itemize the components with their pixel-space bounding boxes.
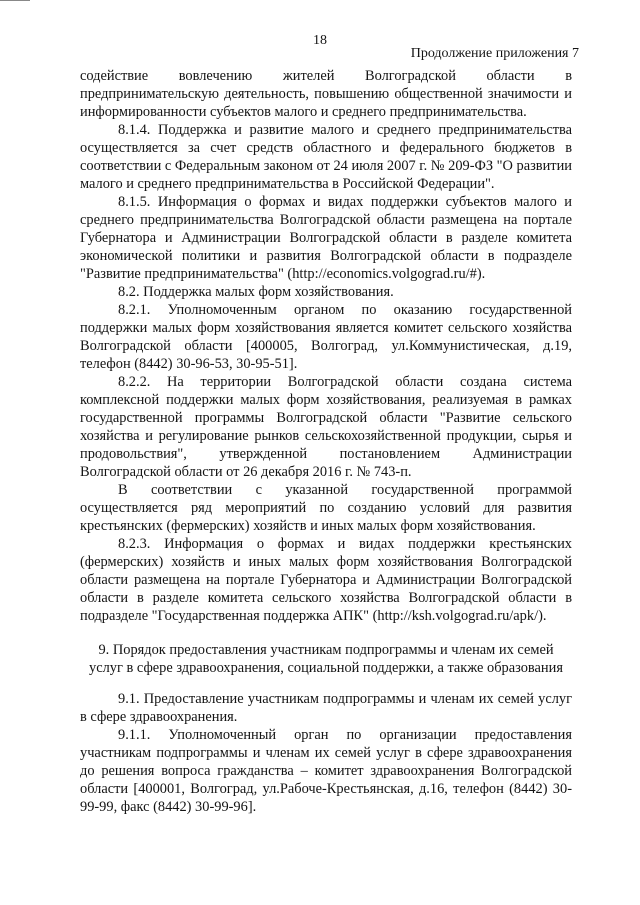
- paragraph-9-1: 9.1. Предоставление участникам подпрограммы и членам их семей услуг в сфере здравоохранения.: [80, 691, 572, 725]
- spacer: [80, 625, 572, 641]
- corner-mark: [0, 0, 30, 4]
- paragraph-8-1-3-continuation: содействие вовлечению жителей Волгоградской области в предпринимательскую деятельность, повышению общественной значимости и информированности субъектов малого и среднего предпринимательства.: [80, 68, 572, 120]
- paragraph-9-1-1: 9.1.1. Уполномоченный орган по организации предоставления участникам подпрограммы и членам их семей услуг в сфере здравоохранения до решения вопроса гражданства – комитет здравоохранения Волгоградской области [400001, Волгоград, ул.Рабоче-Крестьянская, д.16, телефон (8442) 30-99-99, факс (8442) 30-99-96].: [80, 727, 572, 815]
- paragraph-8-1-5: 8.1.5. Информация о формах и видах поддержки субъектов малого и среднего предпринимательства Волгоградской области размещена на портале Губернатора и Администрации Волгоградской области в разделе комитета экономической политики и развития Волгоградской области в подразделе "Развитие предпринимательства" (http://economics.volgograd.ru/#).: [80, 194, 572, 282]
- paragraph-program-measures: В соответствии с указанной государственной программой осуществляется ряд мероприятий по созданию условий для развития крестьянских (фермерских) хозяйств и иных малых форм хозяйствования.: [80, 482, 572, 534]
- paragraph-8-1-4: 8.1.4. Поддержка и развитие малого и среднего предпринимательства осуществляется за счет средств областного и федерального бюджетов в соответствии с Федеральным законом от 24 июля 2007 г. № 209-ФЗ "О развитии малого и среднего предпринимательства в Российской Федерации".: [80, 122, 572, 192]
- paragraph-8-2-3: 8.2.3. Информация о формах и видах поддержки крестьянских (фермерских) хозяйств и иных малых форм хозяйствования Волгоградской области размещена на портале Губернатора и Администрации Волгоградской области в разделе комитета сельского хозяйства Волгоградской области в подразделе "Государственная поддержка АПК" (http://ksh.volgograd.ru/apk/).: [80, 536, 572, 624]
- document-body: [80, 67, 572, 816]
- appendix-continuation-note: Продолжение приложения 7: [410, 46, 579, 61]
- page-number: 18: [313, 33, 327, 48]
- spacer: [80, 677, 572, 690]
- paragraph-8-2-2: 8.2.2. На территории Волгоградской области создана система комплексной поддержки малых форм хозяйствования, реализуемая в рамках государственной программы Волгоградской области "Развитие сельского хозяйства и регулирование рынков сельскохозяйственной продукции, сырья и продовольствия", утвержденной постановлением Администрации Волгоградской области от 26 декабря 2016 г. № 743-п.: [80, 374, 572, 480]
- section-heading-9: 9. Порядок предоставления участникам подпрограммы и членам их семей услуг в сфере здравоохранения, социальной поддержки, а также образования: [89, 642, 563, 676]
- paragraph-8-2-1: 8.2.1. Уполномоченным органом по оказанию государственной поддержки малых форм хозяйствования является комитет сельского хозяйства Волгоградской области [400005, Волгоград, ул.Коммунистическая, д.19, телефон (8442) 30-96-53, 30-95-51].: [80, 302, 572, 372]
- paragraph-8-2: 8.2. Поддержка малых форм хозяйствования.: [118, 284, 394, 300]
